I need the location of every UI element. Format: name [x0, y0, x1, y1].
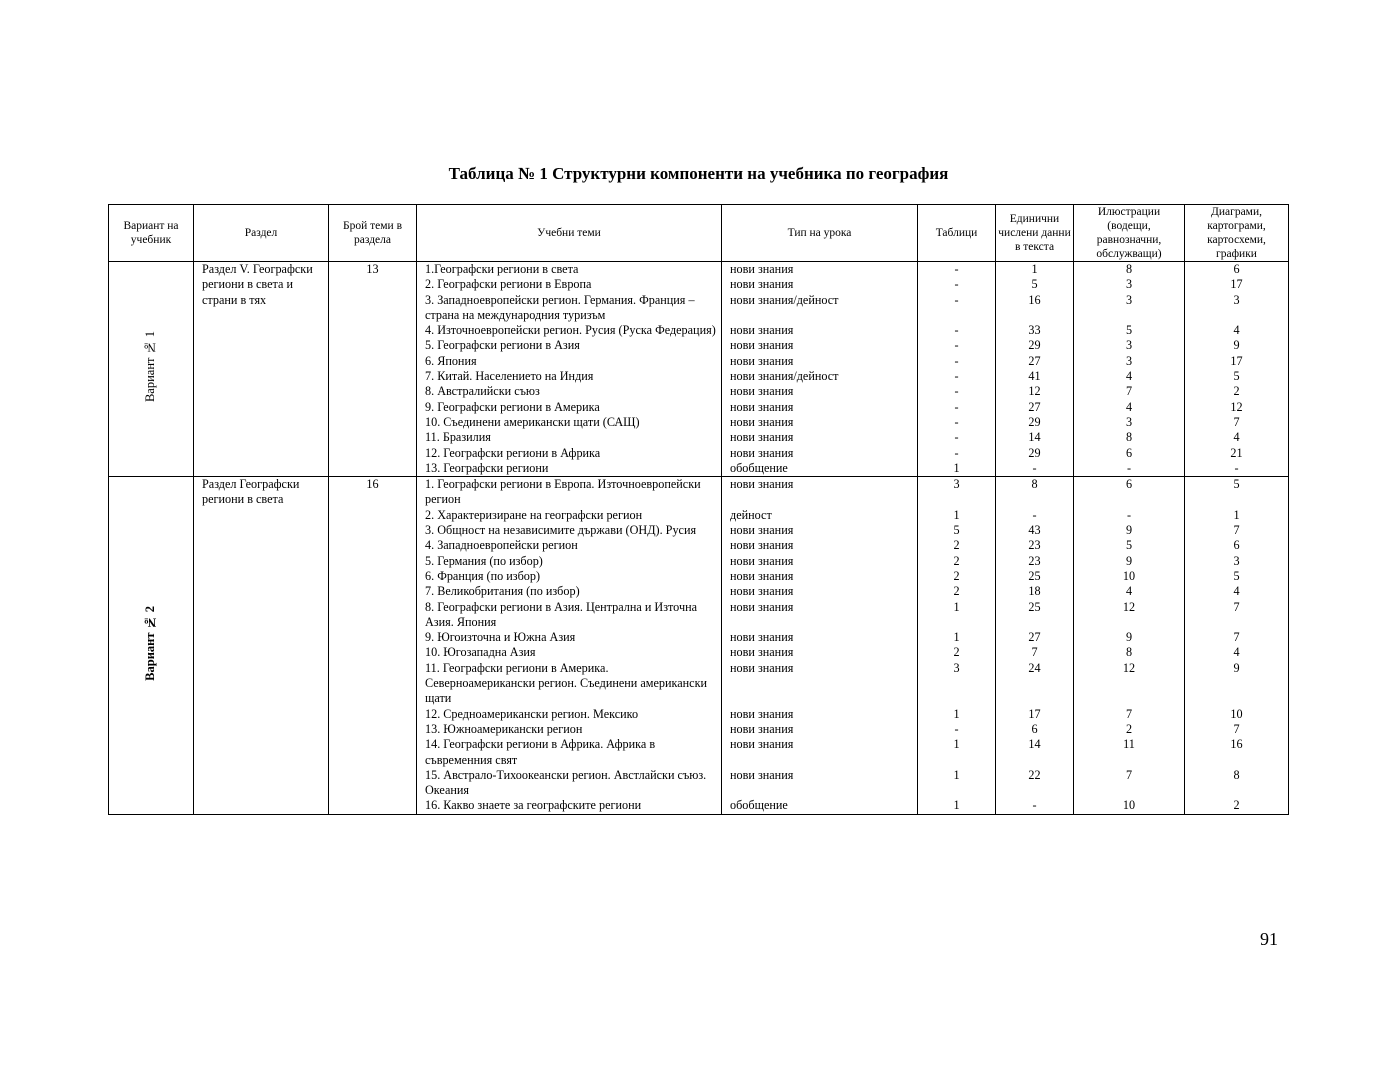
type-cell: нови знания	[722, 354, 918, 369]
numeric-cell: 25	[996, 600, 1074, 631]
topic-cell: 1.Географски региони в света	[417, 262, 722, 278]
topic-cell: 4. Западноевропейски регион	[417, 538, 722, 553]
tables-cell: 2	[918, 584, 996, 599]
numeric-cell: 33	[996, 323, 1074, 338]
diagrams-cell: 7	[1185, 415, 1289, 430]
diagrams-cell: 12	[1185, 400, 1289, 415]
header-numeric-data: Единични числени данни в текста	[996, 205, 1074, 262]
illustrations-cell: 4	[1074, 400, 1185, 415]
illustrations-cell: 9	[1074, 630, 1185, 645]
type-cell: нови знания	[722, 737, 918, 768]
header-tables: Таблици	[918, 205, 996, 262]
diagrams-cell: 21	[1185, 446, 1289, 461]
numeric-cell: 29	[996, 338, 1074, 353]
numeric-cell: 22	[996, 768, 1074, 799]
topic-cell: 5. Германия (по избор)	[417, 554, 722, 569]
table-row	[109, 477, 1289, 508]
type-cell: нови знания	[722, 323, 918, 338]
header-topics-count: Брой теми в раздела	[329, 205, 417, 262]
numeric-cell: 27	[996, 400, 1074, 415]
numeric-cell: 23	[996, 554, 1074, 569]
table-title: Таблица № 1 Структурни компоненти на учебника по география	[448, 164, 949, 183]
numeric-cell: -	[996, 508, 1074, 523]
variant-label: Вариант № 1	[143, 331, 158, 403]
topic-cell: 3. Западноевропейски регион. Германия. Франция – страна на международния туризъм	[417, 293, 722, 324]
tables-cell: 1	[918, 768, 996, 799]
header-diagrams: Диаграми, картограми, картосхеми, графики	[1185, 205, 1289, 262]
tables-cell: -	[918, 722, 996, 737]
illustrations-cell: 4	[1074, 584, 1185, 599]
topic-cell: 7. Китай. Населението на Индия	[417, 369, 722, 384]
type-cell: нови знания	[722, 630, 918, 645]
numeric-cell: 27	[996, 630, 1074, 645]
tables-cell: 1	[918, 630, 996, 645]
illustrations-cell: 3	[1074, 277, 1185, 292]
numeric-cell: 5	[996, 277, 1074, 292]
topics-count-cell: 16	[329, 477, 417, 815]
type-cell: дейност	[722, 508, 918, 523]
type-cell: нови знания	[722, 569, 918, 584]
topic-cell: 4. Източноевропейски регион. Русия (Руска Федерация)	[417, 323, 722, 338]
numeric-cell: 16	[996, 293, 1074, 324]
illustrations-cell: 9	[1074, 523, 1185, 538]
tables-cell: -	[918, 277, 996, 292]
illustrations-cell: 8	[1074, 645, 1185, 660]
illustrations-cell: 3	[1074, 338, 1185, 353]
illustrations-cell: 6	[1074, 446, 1185, 461]
diagrams-cell: 17	[1185, 277, 1289, 292]
tables-cell: -	[918, 384, 996, 399]
numeric-cell: 24	[996, 661, 1074, 707]
illustrations-cell: 9	[1074, 554, 1185, 569]
numeric-cell: 29	[996, 415, 1074, 430]
numeric-cell: 1	[996, 262, 1074, 278]
diagrams-cell: 3	[1185, 554, 1289, 569]
tables-cell: -	[918, 293, 996, 324]
structure-table	[108, 204, 1289, 815]
tables-cell: -	[918, 415, 996, 430]
diagrams-cell: 7	[1185, 722, 1289, 737]
numeric-cell: 23	[996, 538, 1074, 553]
tables-cell: 3	[918, 477, 996, 508]
numeric-cell: 41	[996, 369, 1074, 384]
topic-cell: 7. Великобритания (по избор)	[417, 584, 722, 599]
numeric-cell: 17	[996, 707, 1074, 722]
topic-cell: 13. Географски региони	[417, 461, 722, 477]
tables-cell: -	[918, 323, 996, 338]
diagrams-cell: 4	[1185, 323, 1289, 338]
illustrations-cell: 8	[1074, 262, 1185, 278]
type-cell: обобщение	[722, 461, 918, 477]
topic-cell: 13. Южноамерикански регион	[417, 722, 722, 737]
topic-cell: 10. Югозападна Азия	[417, 645, 722, 660]
topic-cell: 9. Географски региони в Америка	[417, 400, 722, 415]
diagrams-cell: 9	[1185, 338, 1289, 353]
topic-cell: 5. Географски региони в Азия	[417, 338, 722, 353]
tables-cell: 2	[918, 538, 996, 553]
topic-cell: 11. Бразилия	[417, 430, 722, 445]
topic-cell: 8. Географски региони в Азия. Централна и Източна Азия. Япония	[417, 600, 722, 631]
header-row	[109, 205, 1289, 262]
diagrams-cell: 17	[1185, 354, 1289, 369]
table-body	[109, 262, 1289, 815]
illustrations-cell: 3	[1074, 415, 1185, 430]
tables-cell: 1	[918, 737, 996, 768]
illustrations-cell: 3	[1074, 293, 1185, 324]
type-cell: обобщение	[722, 798, 918, 814]
illustrations-cell: -	[1074, 508, 1185, 523]
illustrations-cell: 7	[1074, 384, 1185, 399]
diagrams-cell: 9	[1185, 661, 1289, 707]
numeric-cell: 43	[996, 523, 1074, 538]
diagrams-cell: 5	[1185, 569, 1289, 584]
type-cell: нови знания	[722, 538, 918, 553]
topic-cell: 12. Географски региони в Африка	[417, 446, 722, 461]
illustrations-cell: 12	[1074, 661, 1185, 707]
type-cell: нови знания	[722, 661, 918, 707]
variant-label: Вариант № 2	[143, 605, 158, 681]
section-cell: Раздел Географски региони в света	[194, 477, 329, 815]
illustrations-cell: 5	[1074, 538, 1185, 553]
numeric-cell: -	[996, 798, 1074, 814]
type-cell: нови знания	[722, 768, 918, 799]
numeric-cell: 29	[996, 446, 1074, 461]
tables-cell: 1	[918, 707, 996, 722]
topic-cell: 2. Характеризиране на географски регион	[417, 508, 722, 523]
illustrations-cell: 11	[1074, 737, 1185, 768]
illustrations-cell: 12	[1074, 600, 1185, 631]
tables-cell: 1	[918, 461, 996, 477]
topic-cell: 14. Географски региони в Африка. Африка в съвременния свят	[417, 737, 722, 768]
tables-cell: 2	[918, 554, 996, 569]
numeric-cell: 14	[996, 737, 1074, 768]
tables-cell: 5	[918, 523, 996, 538]
type-cell: нови знания	[722, 523, 918, 538]
illustrations-cell: 8	[1074, 430, 1185, 445]
illustrations-cell: 7	[1074, 707, 1185, 722]
page-number: 91	[1260, 929, 1278, 949]
tables-cell: -	[918, 446, 996, 461]
topic-cell: 6. Япония	[417, 354, 722, 369]
type-cell: нови знания	[722, 600, 918, 631]
numeric-cell: 7	[996, 645, 1074, 660]
type-cell: нови знания	[722, 338, 918, 353]
diagrams-cell: 3	[1185, 293, 1289, 324]
type-cell: нови знания	[722, 277, 918, 292]
tables-cell: -	[918, 400, 996, 415]
type-cell: нови знания	[722, 477, 918, 508]
topic-cell: 9. Югоизточна и Южна Азия	[417, 630, 722, 645]
diagrams-cell: 8	[1185, 768, 1289, 799]
tables-cell: -	[918, 354, 996, 369]
type-cell: нови знания	[722, 707, 918, 722]
topic-cell: 16. Какво знаете за географските региони	[417, 798, 722, 814]
type-cell: нови знания	[722, 446, 918, 461]
tables-cell: 2	[918, 569, 996, 584]
type-cell: нови знания	[722, 430, 918, 445]
type-cell: нови знания	[722, 415, 918, 430]
numeric-cell: 25	[996, 569, 1074, 584]
illustrations-cell: 5	[1074, 323, 1185, 338]
diagrams-cell: 10	[1185, 707, 1289, 722]
illustrations-cell: 4	[1074, 369, 1185, 384]
table-row	[109, 262, 1289, 278]
numeric-cell: 14	[996, 430, 1074, 445]
header-variant: Вариант на учебник	[109, 205, 194, 262]
topic-cell: 8. Австралийски съюз	[417, 384, 722, 399]
numeric-cell: 6	[996, 722, 1074, 737]
topic-cell: 11. Географски региони в Америка. Северноамерикански регион. Съединени американски щати	[417, 661, 722, 707]
topic-cell: 12. Средноамерикански регион. Мексико	[417, 707, 722, 722]
type-cell: нови знания	[722, 584, 918, 599]
diagrams-cell: -	[1185, 461, 1289, 477]
tables-cell: -	[918, 338, 996, 353]
illustrations-cell: 7	[1074, 768, 1185, 799]
diagrams-cell: 4	[1185, 430, 1289, 445]
illustrations-cell: 6	[1074, 477, 1185, 508]
tables-cell: -	[918, 430, 996, 445]
type-cell: нови знания	[722, 384, 918, 399]
topic-cell: 1. Географски региони в Европа. Източноевропейски регион	[417, 477, 722, 508]
tables-cell: -	[918, 369, 996, 384]
diagrams-cell: 7	[1185, 630, 1289, 645]
topic-cell: 3. Общност на независимите държави (ОНД). Русия	[417, 523, 722, 538]
type-cell: нови знания/дейност	[722, 369, 918, 384]
illustrations-cell: 2	[1074, 722, 1185, 737]
section-cell: Раздел V. Географски региони в света и страни в тях	[194, 262, 329, 477]
tables-cell: 1	[918, 600, 996, 631]
illustrations-cell: 3	[1074, 354, 1185, 369]
topic-cell: 15. Австрало-Тихоокеански регион. Австлайски съюз. Океания	[417, 768, 722, 799]
illustrations-cell: 10	[1074, 569, 1185, 584]
header-section: Раздел	[194, 205, 329, 262]
variant-cell	[109, 477, 194, 815]
tables-cell: 1	[918, 798, 996, 814]
numeric-cell: 12	[996, 384, 1074, 399]
numeric-cell: 8	[996, 477, 1074, 508]
topics-count-cell: 13	[329, 262, 417, 477]
diagrams-cell: 1	[1185, 508, 1289, 523]
header-illustrations: Илюстрации (водещи, равнозначни, обслужващи)	[1074, 205, 1185, 262]
tables-cell: 3	[918, 661, 996, 707]
type-cell: нови знания	[722, 645, 918, 660]
tables-cell: 2	[918, 645, 996, 660]
diagrams-cell: 7	[1185, 600, 1289, 631]
type-cell: нови знания/дейност	[722, 293, 918, 324]
topic-cell: 10. Съединени американски щати (САЩ)	[417, 415, 722, 430]
diagrams-cell: 2	[1185, 384, 1289, 399]
header-topics: Учебни теми	[417, 205, 722, 262]
type-cell: нови знания	[722, 722, 918, 737]
diagrams-cell: 7	[1185, 523, 1289, 538]
header-lesson-type: Тип на урока	[722, 205, 918, 262]
diagrams-cell: 2	[1185, 798, 1289, 814]
numeric-cell: -	[996, 461, 1074, 477]
diagrams-cell: 6	[1185, 538, 1289, 553]
numeric-cell: 18	[996, 584, 1074, 599]
type-cell: нови знания	[722, 262, 918, 278]
diagrams-cell: 5	[1185, 369, 1289, 384]
diagrams-cell: 4	[1185, 645, 1289, 660]
diagrams-cell: 4	[1185, 584, 1289, 599]
topic-cell: 2. Географски региони в Европа	[417, 277, 722, 292]
illustrations-cell: 10	[1074, 798, 1185, 814]
tables-cell: -	[918, 262, 996, 278]
topic-cell: 6. Франция (по избор)	[417, 569, 722, 584]
diagrams-cell: 16	[1185, 737, 1289, 768]
type-cell: нови знания	[722, 554, 918, 569]
diagrams-cell: 6	[1185, 262, 1289, 278]
type-cell: нови знания	[722, 400, 918, 415]
variant-cell	[109, 262, 194, 477]
numeric-cell: 27	[996, 354, 1074, 369]
tables-cell: 1	[918, 508, 996, 523]
illustrations-cell: -	[1074, 461, 1185, 477]
diagrams-cell: 5	[1185, 477, 1289, 508]
